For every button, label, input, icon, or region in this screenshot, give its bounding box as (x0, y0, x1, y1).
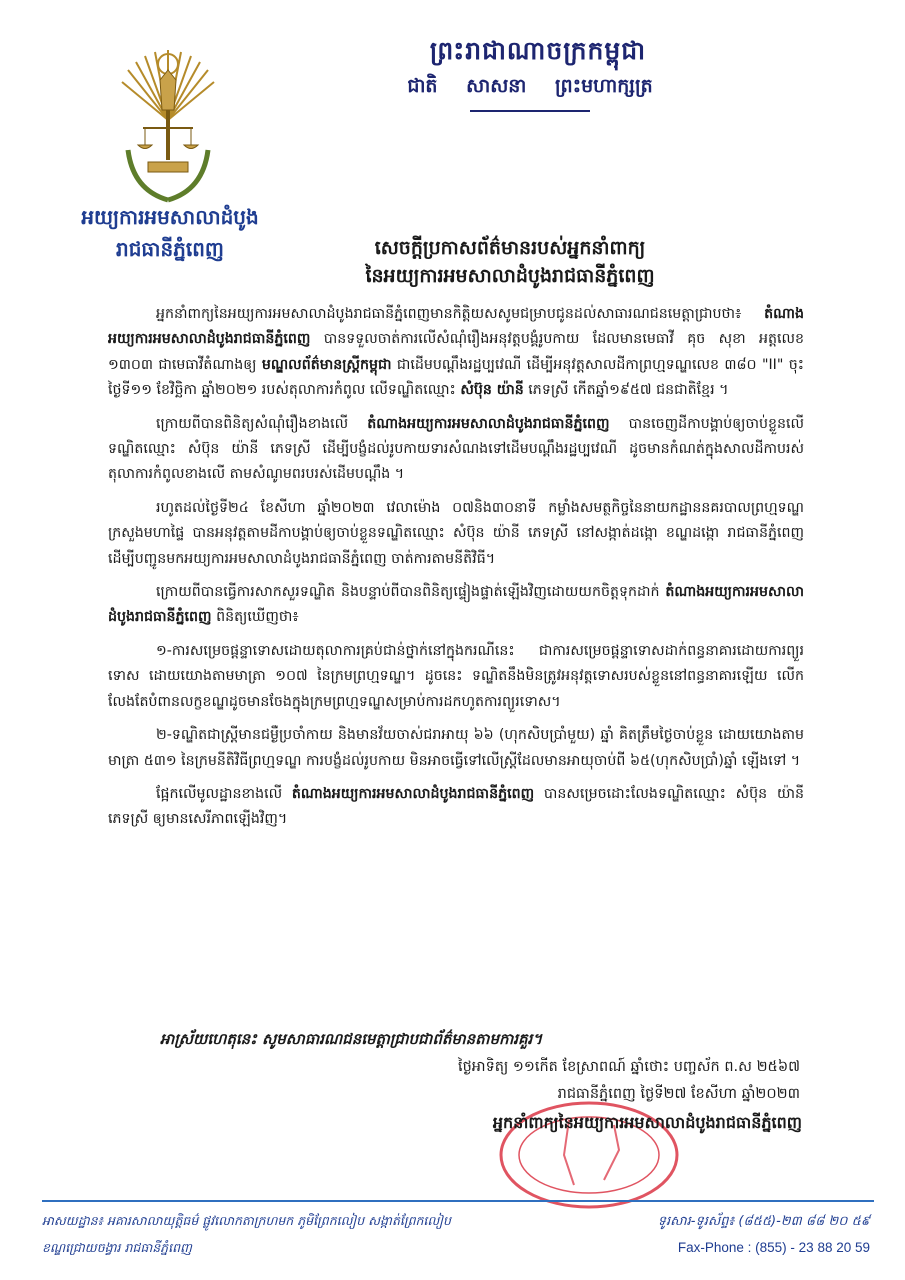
p7-text-c: បានសម្រេចដោះលែងទណ្ឌិតឈ្មោះ សំប៊ុន យ៉ានី ភេទស្រី ឲ្យមានសេរីភាពឡើងវិញ។ (108, 785, 805, 828)
court-emblem-icon (108, 40, 228, 210)
p4-bold-office: តំណាងអយ្យការអមសាលាដំបូងរាជធានីភ្នំពេញ (108, 584, 804, 626)
document-title-line2: នៃអយ្យការអមសាលាដំបូងរាជធានីភ្នំពេញ (365, 265, 655, 287)
footer-telephone: ទូរសារ-ទូរស័ព្ទ៖ (៨៥៥)-២៣ ៨៨ ២០ ៥៩ (657, 1214, 870, 1229)
org-name-line2: រាជធានីភ្នំពេញ (116, 237, 224, 261)
footer-address-line2: ខណ្ឌជ្រោយចង្វារ រាជធានីភ្នំពេញ (42, 1240, 192, 1255)
p1-bold-center: មណ្ឌលព័ត៌មានស្ត្រីកម្ពុជា (261, 356, 392, 373)
national-motto: ជាតិ សាសនា ព្រះមហាក្សត្រ (407, 75, 653, 97)
document-body (108, 302, 804, 841)
signer-title: អ្នកនាំពាក្យនៃអយ្យការអមសាលាដំបូងរាជធានីភ្នំពេញ (492, 1113, 802, 1132)
p1-text-g: ភេទស្រី កើតឆ្នាំ១៩៥៧ ជនជាតិខ្មែរ ។ (523, 382, 729, 399)
org-name-line1: អយ្យការអមសាលាដំបូង (81, 205, 259, 229)
motto-divider (470, 110, 590, 112)
paragraph-7 (108, 782, 804, 833)
p1-text-e: ជាដើមបណ្តឹងរដ្ឋប្បវេណី ដើម្បីអនុវត្តសាលដីកាព្រហ្មទណ្ឌលេខ ៣៨០ "II" ចុះថ្ងៃទី១១ ខែវិច្ឆិកា ឆ្នាំ២០២១ របស់តុលាការកំពូល លើទណ្ឌិតឈ្មោះ (108, 356, 804, 399)
p4-text-a: ក្រោយពីបានធ្វើការសាកសួរទណ្ឌិត និងបន្ទាប់ពីបានពិនិត្យផ្ទៀងផ្ទាត់ឡើងវិញដោយយកចិត្តទុកដាក់ (156, 584, 666, 601)
paragraph-5: ១-ការសម្រេចផ្តន្ទាទោសដោយតុលាការគ្រប់ជាន់ថ្នាក់នៅក្នុងករណីនេះ ជាការសម្រេចផ្តន្ទាទោសដាក់ពន្ធនាគារដោយការព្យួរទោស ដោយយោងតាមមាត្រា ១០៧ នៃក្រមព្រហ្មទណ្ឌ។ ដូចនេះ ទណ្ឌិតនឹងមិនត្រូវអនុវត្តទោសរបស់ខ្លួននៅពន្ធនាគារឡើយ លើកលែងតែបំពានលក្ខខណ្ឌដូចមានចែងក្នុងក្រមព្រហ្មទណ្ឌសម្រាប់ការដកហូតការព្យួរទោស។ (108, 642, 804, 710)
solar-date: រាជធានីភ្នំពេញ ថ្ងៃទី២៧ ខែសីហា ឆ្នាំ២០២៣ (557, 1086, 800, 1102)
p1-bold-office: តំណាងអយ្យការអមសាលាដំបូងរាជធានីភ្នំពេញ (108, 306, 804, 348)
p2-text-a: ក្រោយពីបានពិនិត្យសំណុំរឿងខាងលើ (156, 415, 368, 432)
footer-fax-phone: Fax-Phone : (855) - 23 88 20 59 (677, 1240, 870, 1255)
footer-divider (42, 1200, 874, 1202)
p7-text-a: ផ្អែកលើមូលដ្ឋានខាងលើ (156, 785, 292, 802)
lunar-date: ថ្ងៃអាទិត្យ ១១កើត ខែស្រាពណ៍ ឆ្នាំថោះ បញ្ចស័ក ព.ស ២៥៦៧ (457, 1059, 800, 1075)
paragraph-4 (108, 580, 804, 631)
p4-text-c: ពិនិត្យឃើញថា៖ (211, 609, 299, 626)
paragraph-1 (108, 302, 804, 404)
p1-text-c: បានទទួលចាត់ការលើសំណុំរឿងអនុវត្តបង្គំរូបកាយ ដែលមានមេធាវី គុច សុខា អត្តលេខ ១៣០៣ ជាមេធាវីតំណាងឲ្យ (108, 331, 804, 373)
p2-text-c: បានចេញដីកាបង្គាប់ឲ្យចាប់ខ្លួនលើទណ្ឌិតឈ្មោះ សំប៊ុន យ៉ានី ភេទស្រី ដើម្បីបង្ខំដល់រូបកាយទារសំណងទៅដើមបណ្តឹងរដ្ឋប្បវេណី ដូចមានកំណត់ក្នុងសាលដីកាបរស់តុលាការកំពូលខាងលើ តាមសំណូមពរបរស់ដើមបណ្តឹង ។ (108, 415, 804, 483)
paragraph-3: រហូតដល់ថ្ងៃទី២៤ ខែសីហា ឆ្នាំ២០២៣ វេលាម៉ោង ០៧និង៣០នាទី កម្លាំងសមត្ថកិច្ចនៃនាយកដ្ឋាននគរបាលព្រហ្មទណ្ឌ ក្រសួងមហាផ្ទៃ បានអនុវត្តតាមដីកាបង្គាប់ឲ្យចាប់ខ្លួនទណ្ឌិតឈ្មោះ សំប៊ុន យ៉ានី ភេទស្រី នៅសង្កាត់ដង្កោ ខណ្ឌដង្កោ រាជធានីភ្នំពេញ ដើម្បីបញ្ជូនមកអយ្យការអមសាលាដំបូងរាជធានីភ្នំពេញ ចាត់ការតាមនីតិវិធី។ (108, 499, 804, 567)
p1-bold-name: សំប៊ុន យ៉ានី (460, 382, 524, 399)
footer-address-line1: អាសយដ្ឋាន៖ អគារសាលាយុត្តិធម៌ ផ្លូវលោកតាក្រហមក ភូមិព្រែកលៀប សង្កាត់ព្រែកលៀប (42, 1213, 451, 1228)
p2-bold-office: តំណាងអយ្យការអមសាលាដំបូងរាជធានីភ្នំពេញ (367, 415, 610, 432)
document-title-line1: សេចក្តីប្រកាសព័ត៌មានរបស់អ្នកនាំពាក្យ (374, 237, 646, 259)
paragraph-2 (108, 412, 804, 488)
p7-bold-office: តំណាងអយ្យការអមសាលាដំបូងរាជធានីភ្នំពេញ (291, 785, 535, 802)
kingdom-heading: ព្រះរាជាណាចក្រកម្ពុជា (429, 36, 647, 65)
p1-text-a: អ្នកនាំពាក្យនៃអយ្យការអមសាលាដំបូងរាជធានីភ្នំពេញមានកិត្តិយសសូមជម្រាបជូនដល់សាធារណជនមេត្តាជ្រាបថា៖ (156, 306, 765, 322)
paragraph-6: ២-ទណ្ឌិតជាស្ត្រីមានជម្ងឺប្រចាំកាយ និងមានវ័យចាស់ជរាអាយុ ៦៦ (ហុកសិបប្រាំមួយ) ឆ្នាំ គិតត្រឹមថ្ងៃចាប់ខ្លួន ដោយយោងតាមមាត្រា ៥៣១ នៃក្រមនីតិវិធីព្រហ្មទណ្ឌ ការបង្ខំដល់រូបកាយ មិនអាចធ្វើទៅលើស្ត្រីដែលមានអាយុចាប់ពី ៦៥(ហុកសិបប្រាំ)ឆ្នាំ ឡើងទៅ ។ (108, 727, 804, 769)
closing-statement: អាស្រ័យហេតុនេះ សូមសាធារណជនមេត្តាជ្រាបជាព័ត៌មានតាមការគួរ។ (160, 1030, 543, 1048)
